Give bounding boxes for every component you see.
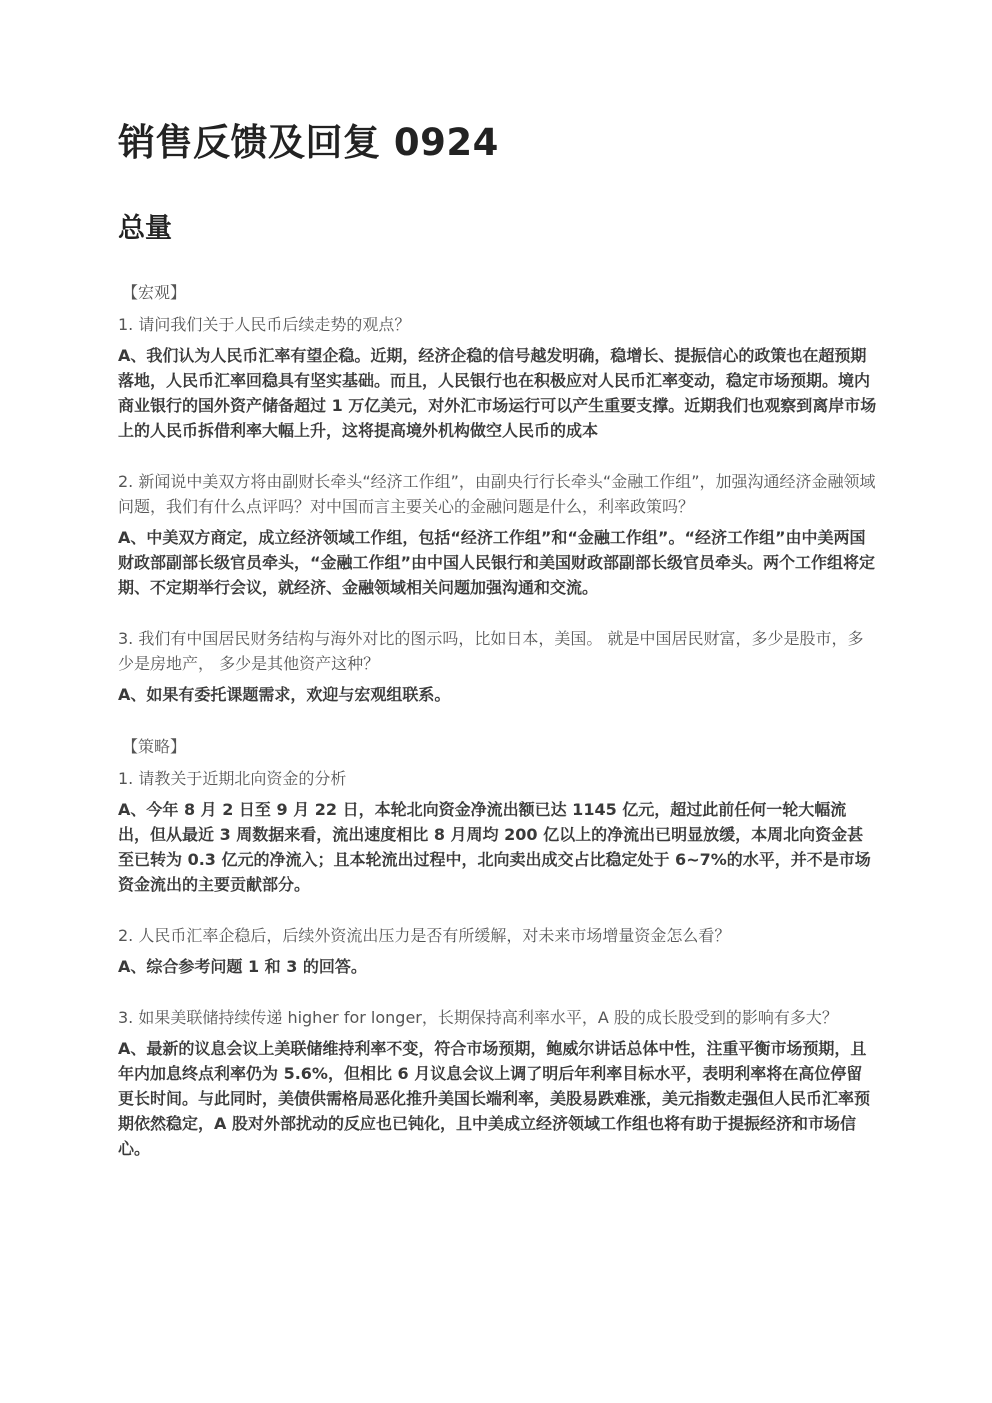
qa-content: [118, 280, 878, 1187]
answer-text: A、最新的议息会议上美联储维持利率不变，符合市场预期，鲍威尔讲话总体中性，注重平衡市场预期，且年内加息终点利率仍为 5.6%，但相比 6 月议息会议上调了明后年利率目标水平，表明利率将在高位停留更长时间。与此同时，美债供需格局恶化推升美国长端利率，美股易跌难涨，美元指数走强但人民币汇率预期依然稳定，A 股对外部扰动的反应也已钝化，且中美成立经济领域工作组也将有助于提振经济和市场信心。: [118, 1039, 871, 1158]
qa-item: [118, 923, 878, 979]
question-text: 2. 新闻说中美双方将由副财长牵头“经济工作组”，由副央行行长牵头“金融工作组”，加强沟通经济金融领域问题，我们有什么点评吗？对中国而言主要关心的金融问题是什么，利率政策吗？: [118, 472, 876, 516]
qa-item: [118, 626, 878, 707]
qa-item: [118, 312, 878, 443]
answer-text: A、我们认为人民币汇率有望企稳。近期，经济企稳的信号越发明确，稳增长、提振信心的政策也在超预期落地，人民币汇率回稳具有坚实基础。而且，人民银行也在积极应对人民币汇率变动，稳定市场预期。境内商业银行的国外资产储备超过 1 万亿美元，对外汇市场运行可以产生重要支撑。近期我们也观察到离岸市场上的人民币拆借利率大幅上升，这将提高境外机构做空人民币的成本: [118, 346, 877, 440]
category-label-strategy: 【策略】: [122, 737, 187, 756]
answer-text: A、中美双方商定，成立经济领域工作组，包括“经济工作组”和“金融工作组”。“经济工作组”由中美两国财政部副部长级官员牵头，“金融工作组”由中国人民银行和美国财政部副部长级官员牵头。两个工作组将定期、不定期举行会议，就经济、金融领域相关问题加强沟通和交流。: [118, 528, 876, 597]
qa-item: [118, 1005, 878, 1161]
question-text: 2. 人民币汇率企稳后，后续外资流出压力是否有所缓解，对未来市场增量资金怎么看？: [118, 926, 731, 945]
question-text: 1. 请教关于近期北向资金的分析: [118, 769, 347, 788]
qa-item: [118, 469, 878, 600]
question-text: 1. 请问我们关于人民币后续走势的观点？: [118, 315, 411, 334]
answer-text: A、综合参考问题 1 和 3 的回答。: [118, 957, 367, 976]
category-label-macro: 【宏观】: [122, 283, 187, 302]
qa-item: [118, 766, 878, 897]
answer-text: A、今年 8 月 2 日至 9 月 22 日，本轮北向资金净流出额已达 1145 亿元，超过此前任何一轮大幅流出，但从最近 3 周数据来看，流出速度相比 8 月周均 200 亿以上的净流出已明显放缓，本周北向资金甚至已转为 0.3 亿元的净流入；且本轮流出过程中，北向卖出成交占比稳定处于 6~7%的水平，并不是市场资金流出的主要贡献部分。: [118, 800, 871, 894]
answer-text: A、如果有委托课题需求，欢迎与宏观组联系。: [118, 685, 451, 704]
document-title: 销售反馈及回复 0924: [118, 121, 499, 164]
question-text: 3. 我们有中国居民财务结构与海外对比的图示吗，比如日本，美国。 就是中国居民财富，多少是股市，多少是房地产， 多少是其他资产这种？: [118, 629, 864, 673]
section-heading: 总量: [118, 213, 172, 244]
question-text: 3. 如果美联储持续传递 higher for longer，长期保持高利率水平，A 股的成长股受到的影响有多大？: [118, 1008, 838, 1027]
